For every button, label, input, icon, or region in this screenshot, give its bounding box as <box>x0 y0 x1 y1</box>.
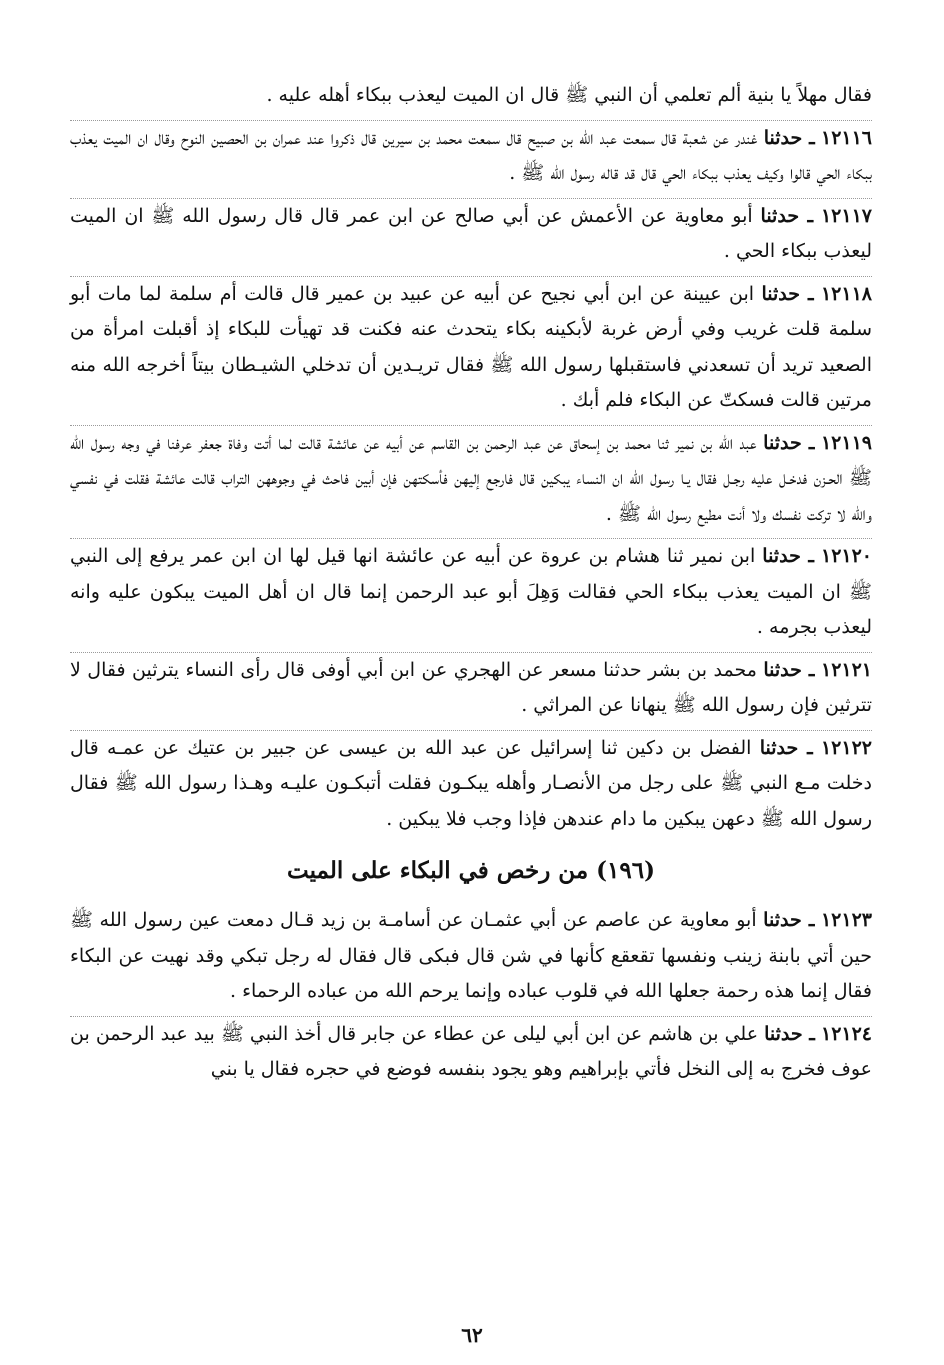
hadith-number: ١٢١١٧ <box>820 204 872 227</box>
hadith-lead: ـ حدثنا <box>760 204 814 227</box>
hadith-number: ١٢١١٩ <box>820 431 872 454</box>
hadith-number: ١٢١٢٣ <box>820 909 872 931</box>
hadith-lead: ـ حدثنا <box>759 736 813 759</box>
hadith-text: ابن نمير ثنا هشام بن عروة عن أبيه عن عائشة انها قيل لها ان ابن عمر يرفع إلى النبي ﷺ ان الميت يعذب ببكاء الحي فقالت وَهِلَ أبو عبد الرحمن إنما قال ان أهل الميت يبكون عليه وانه ليعذب بجرمه . <box>70 545 872 638</box>
hadith-text: عبد الله بن نمير ثنا محمد بن إسحاق عن عبد الرحمن بن القاسم عن أبيه عن عائشة قالت لما أتت وفاة جعفر عرفنا في وجه رسول الله ﷺ الحـزن فدخـل عليه رجـل فقال يـا رسول الله ان النساء يبكين قال فارجع إليهن فأسكتهن فإن أبين فاحث في وجوههن التراب قالت عائشة فقلت في نفسي والله لا تركت نفسك ولا أنت مطيع رسول الله ﷺ . <box>70 431 872 525</box>
hadith-paragraph <box>70 731 872 838</box>
hadith-paragraph <box>70 903 872 1010</box>
hadith-number: ١٢١٢٤ <box>820 1022 873 1045</box>
hadith-lead: ـ حدثنا <box>763 126 815 149</box>
hadith-text: أبو معاوية عن الأعمش عن أبي صالح عن ابن عمر قال قال رسول الله ﷺ ان الميت ليعذب ببكاء الحي . <box>70 204 872 262</box>
hadith-number: ١٢١١٦ <box>820 126 873 149</box>
hadith-text: الفضل بن دكين ثنا إسرائيل عن عبد الله بن عيسى عن جبير بن عتيك عن عمـه قال دخلت مـع النبي ﷺ على رجل من الأنصـار وأهله يبكـون فقلت أتبكـون عليـه وهـذا رسول الله ﷺ فقال رسول الله ﷺ دعهن يبكين ما دام عندهن فإذا وجب فلا يبكين . <box>70 736 872 830</box>
hadith-paragraph <box>70 199 872 270</box>
hadith-text: علي بن هاشم عن ابن أبي ليلى عن عطاء عن جابر قال أخذ النبي ﷺ بيد عبد الرحمن بن عوف فخرج به إلى النخل فأتي بإبراهيم وهو يجود بنفسه فوضع في حجره فقال يا بني <box>70 1022 872 1080</box>
hadith-text: أبو معاوية عن عاصم عن أبي عثمـان عن أسامـة بن زيد قـال دمعت عين رسول الله ﷺ حين أتي بابنة زينب ونفسها تقعقع كأنها في شن قال فبكى قال فقال له رجل تبكي وقد نهيت عن البكاء فقال إنما هذه رحمة جعلها الله في قلوب عباده وإنما يرحم الله من عباده الرحماء . <box>70 909 872 1002</box>
page-number: ٦٢ <box>461 1323 483 1347</box>
hadith-text: ابن عيينة عن ابن أبي نجيح عن أبيه عن عبيد بن عمير قال قالت أم سلمة لما مات أبو سلمة قلت غريب وفي أرض غربة لأبكينه بكاء يتحدث عنه فكنت قد تهيأت للبكاء إذ أقبلت امرأة من الصعيد تريد أن تسعدني فاستقبلها رسول الله ﷺ فقال تريـدين أن تدخلي الشيـطان بيتاً أخرجه الله منه مرتين قالت فسكتّ عن البكاء فلم أبك . <box>70 282 872 411</box>
hadith-number: ١٢١٢٠ <box>820 545 873 567</box>
hadith-paragraph <box>70 653 872 724</box>
hadith-lead: ـ حدثنا <box>763 431 815 454</box>
intro-text: فقال مهلاً يا بنية ألم تعلمي أن النبي ﷺ قال ان الميت ليعذب ببكاء أهله عليه . <box>266 84 872 106</box>
hadith-paragraph <box>70 1017 872 1088</box>
hadith-lead: ـ حدثنا <box>761 282 814 305</box>
hadith-number: ١٢١٢٢ <box>820 736 872 759</box>
hadith-lead: ـ حدثنا <box>763 658 815 681</box>
hadith-lead: ـ حدثنا <box>762 545 814 567</box>
hadith-lead: ـ حدثنا <box>764 1022 815 1045</box>
hadith-number: ١٢١٢١ <box>820 658 873 681</box>
intro-paragraph <box>70 78 872 114</box>
hadith-paragraph <box>70 426 872 533</box>
hadith-paragraph <box>70 121 872 192</box>
hadith-paragraph <box>70 277 872 419</box>
chapter-heading: (١٩٦) من رخص في البكاء على الميت <box>287 857 655 884</box>
hadith-lead: ـ حدثنا <box>763 909 815 931</box>
hadith-number: ١٢١١٨ <box>820 282 872 305</box>
hadith-text: محمد بن بشر حدثنا مسعر عن الهجري عن ابن أبي أوفى قال رأى النساء يترثين فقال لا تترثين فإن رسول الله ﷺ ينهانا عن المراثي . <box>70 658 872 716</box>
hadith-paragraph <box>70 539 872 646</box>
hadith-text: غندر عن شعبة قال سمعت عبد الله بن صبيح قال سمعت محمد بن سيرين قال ذكروا عند عمران بن الحصين النوح وقال ان الميت يعذب ببكاء الحي قالوا وكيف يعذب ببكاء الحي قال قد قاله رسول الله ﷺ . <box>70 126 872 184</box>
